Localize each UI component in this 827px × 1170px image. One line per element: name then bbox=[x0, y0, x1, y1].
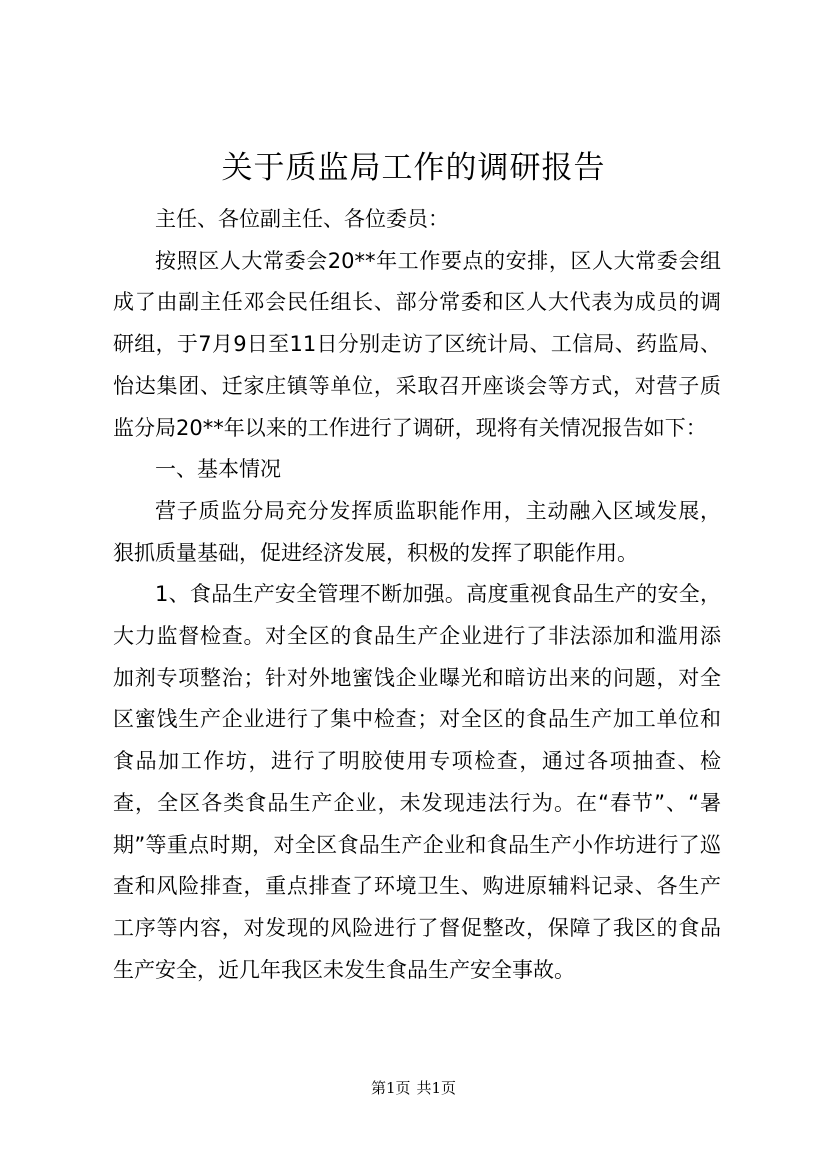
section-heading: 一、基本情况 bbox=[155, 457, 281, 482]
page-number-total: 共1页 bbox=[416, 1079, 457, 1097]
salutation-paragraph: 主任、各位副主任、各位委员： bbox=[155, 207, 449, 231]
document-body bbox=[113, 199, 721, 991]
page-number-current: 第1页 bbox=[370, 1079, 411, 1097]
page-footer bbox=[0, 1078, 827, 1098]
summary-paragraph: 营子质监分局充分发挥质监职能作用，主动融入区域发展，狠抓质量基础，促进经济发展，积极的发挥了职能作用。 bbox=[113, 498, 721, 565]
document-title: 关于质监局工作的调研报告 bbox=[221, 150, 606, 186]
food-safety-paragraph: 1、食品生产安全管理不断加强。高度重视食品生产的安全，大力监督检查。对全区的食品生产企业进行了非法添加和滥用添加剂专项整治；针对外地蜜饯企业曝光和暗访出来的问题，对全区蜜饯生产企业进行了集中检查；对全区的食品生产加工单位和食品加工作坊，进行了明胶使用专项检查，通过各项抽查、检查，全区各类食品生产企业，未发现违法行为。在“春节”、“暑期”等重点时期，对全区食品生产企业和食品生产小作坊进行了巡查和风险排查，重点排查了环境卫生、购进原辅料记录、各生产工序等内容，对发现的风险进行了督促整改，保障了我区的食品生产安全，近几年我区未发生食品生产安全事故。 bbox=[113, 582, 721, 982]
intro-paragraph: 按照区人大常委会20**年工作要点的安排，区人大常委会组成了由副主任邓会民任组长、部分常委和区人大代表为成员的调研组，于7月9日至11日分别走访了区统计局、工信局、药监局、怡达集团、迁家庄镇等单位，采取召开座谈会等方式，对营子质监分局20**年以来的工作进行了调研，现将有关情况报告如下： bbox=[113, 248, 721, 440]
